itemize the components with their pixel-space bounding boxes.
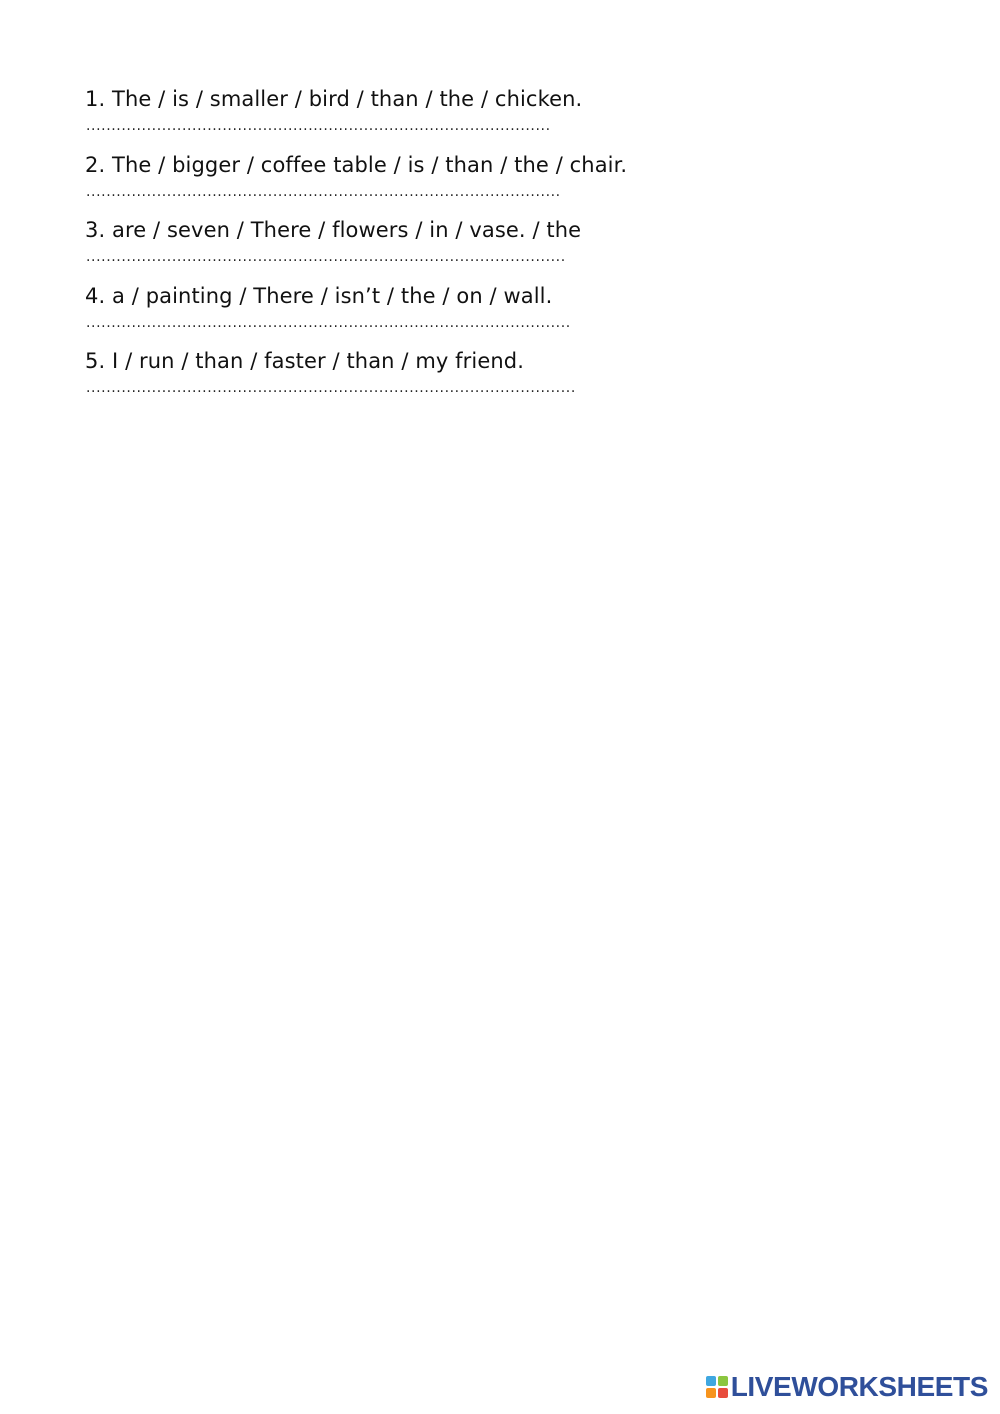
scrambled-sentence-3: 3. are / seven / There / flowers / in / vase. / the — [85, 218, 582, 242]
scrambled-sentence-4: 4. a / painting / There / isn’t / the / on / wall. — [85, 283, 553, 308]
answer-line-4[interactable]: ................................................................................................ — [86, 314, 571, 331]
exercise-item-4 — [85, 281, 845, 347]
liveworksheets-logo-icon — [706, 1376, 728, 1398]
answer-line-5[interactable]: ................................................................................................. — [86, 380, 576, 396]
scrambled-sentence-5: 5. I / run / than / faster / than / my friend. — [85, 349, 524, 373]
liveworksheets-logo — [706, 1372, 988, 1402]
worksheet-exercise — [85, 84, 845, 412]
exercise-item-1 — [85, 84, 845, 150]
answer-line-2[interactable]: .............................................................................................. — [86, 183, 561, 200]
exercise-item-5 — [85, 346, 845, 412]
logo-square-red — [718, 1388, 728, 1398]
answer-line-1[interactable]: ............................................................................................ — [86, 118, 551, 134]
logo-square-orange — [706, 1388, 716, 1398]
answer-line-3[interactable]: ............................................................................................... — [86, 249, 566, 265]
logo-square-green — [718, 1376, 728, 1386]
exercise-item-3 — [85, 215, 845, 281]
scrambled-sentence-2: 2. The / bigger / coffee table / is / than / the / chair. — [85, 152, 628, 177]
logo-square-blue — [706, 1376, 716, 1386]
logo-text: LIVEWORKSHEETS — [730, 1371, 988, 1402]
exercise-item-2 — [85, 150, 845, 216]
scrambled-sentence-1: 1. The / is / smaller / bird / than / the / chicken. — [85, 87, 583, 111]
